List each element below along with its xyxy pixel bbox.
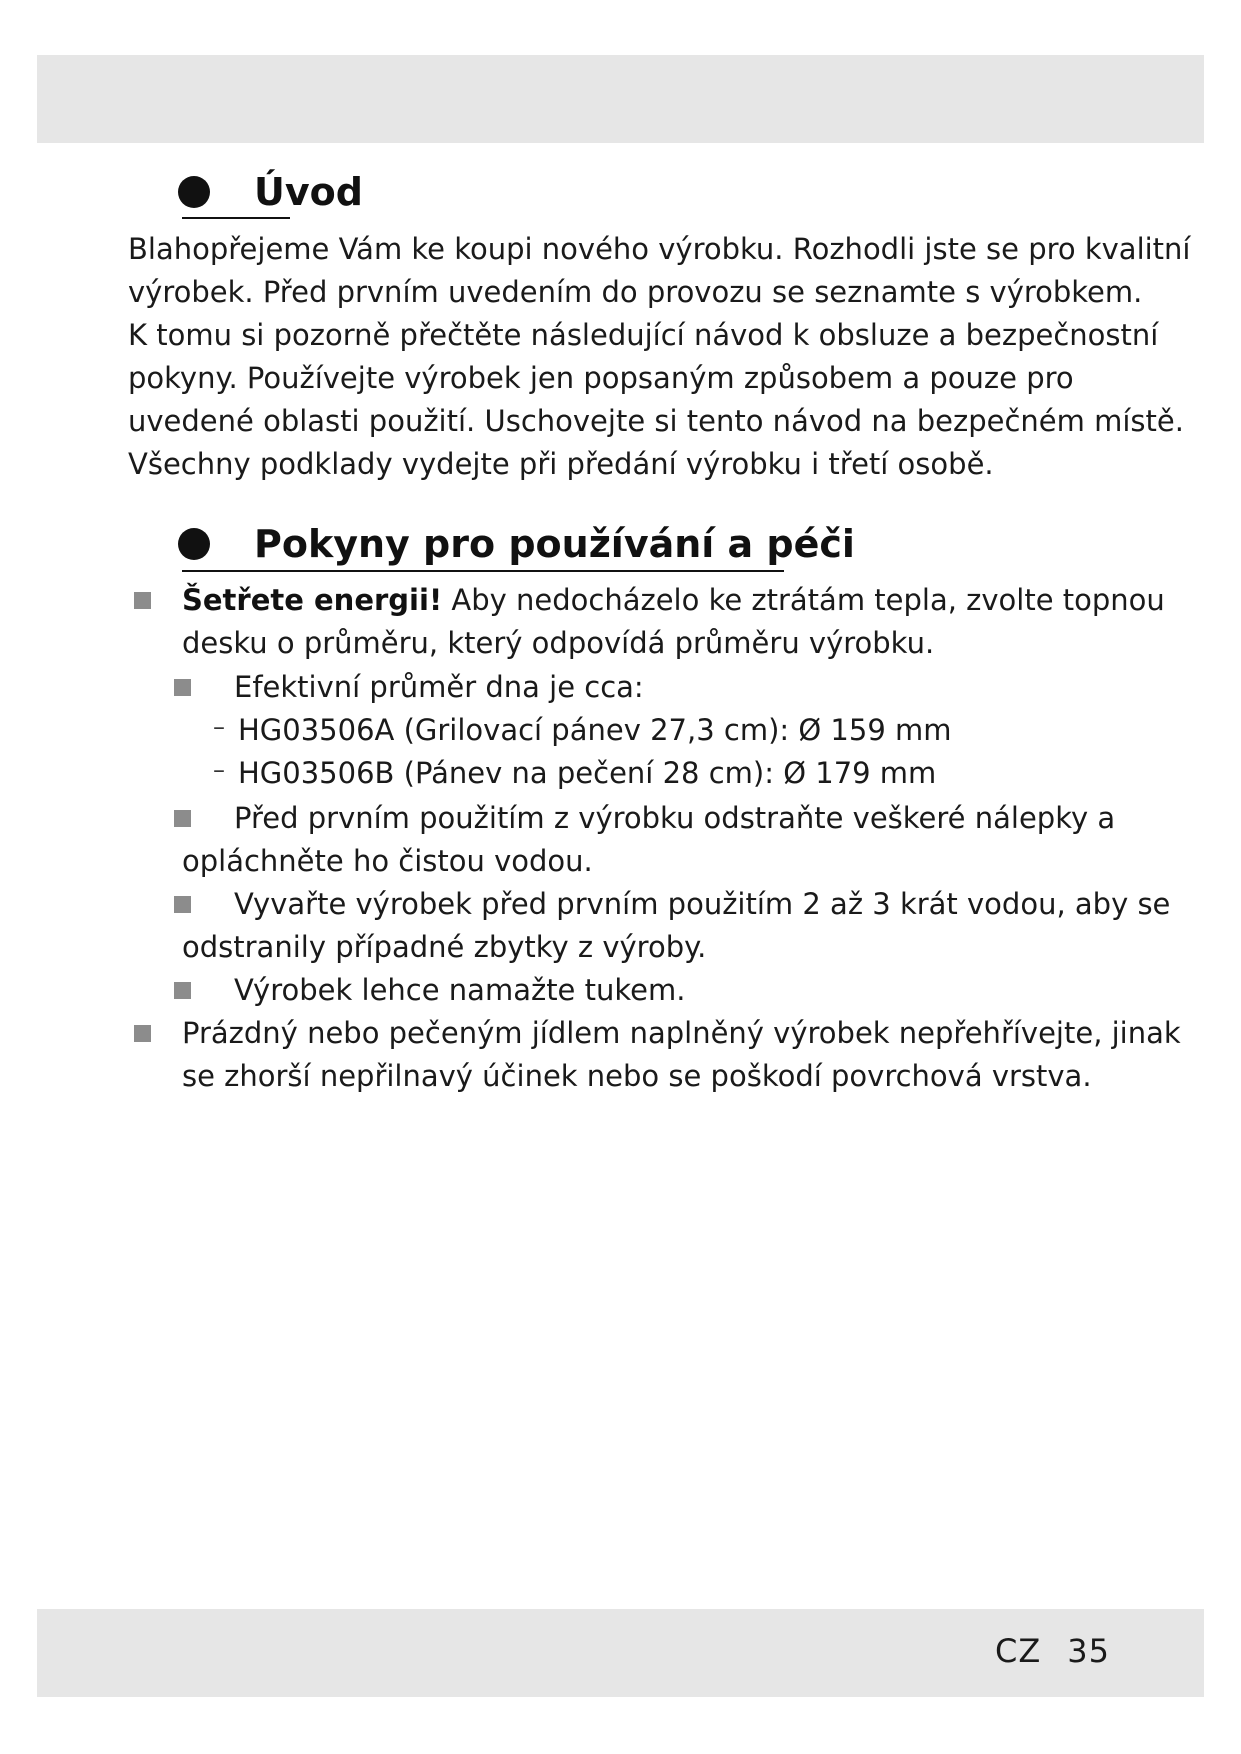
list-item-line: Prázdný nebo pečeným jídlem naplněný výrobek nepřehřívejte, jinak [182,1016,1181,1050]
emphasis-text: Šetřete energii! [182,583,443,617]
dash-bullet: – [213,756,225,784]
heading-title: Úvod [254,170,363,214]
square-bullet-icon [174,896,191,913]
dash-item-line: HG03506A (Grilovací pánev 27,3 cm): Ø 159 mm [238,713,952,747]
dash-item-line: HG03506B (Pánev na pečení 28 cm): Ø 179 mm [238,756,937,790]
square-bullet-icon [134,592,151,609]
square-bullet-icon [134,1025,151,1042]
square-bullet-icon [174,810,191,827]
list-item-line: se zhorší nepřilnavý účinek nebo se poškodí povrchová vrstva. [182,1059,1092,1093]
heading-underline [182,570,784,572]
square-bullet-icon [174,982,191,999]
paragraph-line: K tomu si pozorně přečtěte následující návod k obsluze a bezpečnostní [128,318,1159,352]
language-code: CZ [995,1632,1042,1670]
sub-item-line: opláchněte ho čistou vodou. [182,844,593,878]
bullet-dot-icon [178,528,210,560]
square-bullet-icon [174,679,191,696]
sub-item-line: Před prvním použitím z výrobku odstraňte veškeré nálepky a [234,801,1116,835]
page-footer [995,1632,1110,1670]
dash-bullet: – [213,713,225,741]
list-item-line [182,579,1165,622]
intro-paragraph [128,228,1191,486]
bullet-dot-icon [178,176,210,208]
paragraph-line: pokyny. Používejte výrobek jen popsaným způsobem a pouze pro [128,361,1074,395]
list-item-line: desku o průměru, který odpovídá průměru výrobku. [182,626,935,660]
sub-item-line: Výrobek lehce namažte tukem. [234,973,686,1007]
sub-item-line: odstranily případné zbytky z výroby. [182,930,707,964]
section-heading-intro [178,170,363,214]
paragraph-line: Blahopřejeme Vám ke koupi nového výrobku. Rozhodli jste se pro kvalitní [128,232,1191,266]
paragraph-line: uvedené oblasti použití. Uschovejte si tento návod na bezpečném místě. [128,404,1184,438]
heading-underline [182,217,290,219]
heading-title: Pokyny pro používání a péči [254,522,855,566]
section-heading-care [178,522,855,566]
sub-item-line: Vyvařte výrobek před prvním použitím 2 až 3 krát vodou, aby se [234,887,1171,921]
list-item-text: Aby nedocházelo ke ztrátám tepla, zvolte topnou [442,583,1165,617]
header-band [37,55,1204,143]
paragraph-line: výrobek. Před prvním uvedením do provozu se seznamte s výrobkem. [128,275,1143,309]
sub-item-line: Efektivní průměr dna je cca: [234,670,644,704]
page-number: 35 [1067,1632,1110,1670]
paragraph-line: Všechny podklady vydejte při předání výrobku i třetí osobě. [128,447,994,481]
